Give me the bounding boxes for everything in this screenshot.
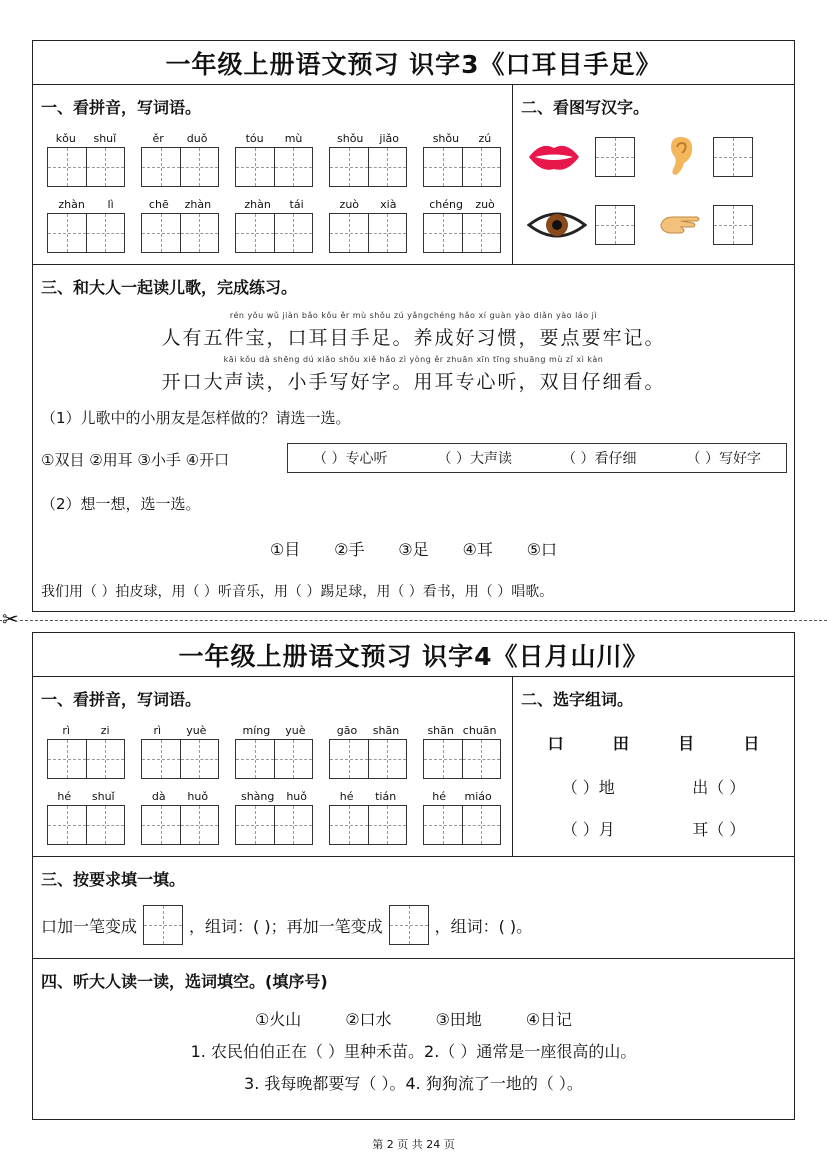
word-item (47, 195, 125, 253)
question-1-options: ①双目 ②用耳 ③小手 ④开口 (41, 451, 230, 469)
fill-part-2: ，组词：( )；再加一笔变成 (189, 916, 383, 936)
pinyin-syllable: chuān (462, 723, 497, 737)
writing-boxes (235, 147, 313, 187)
pinyin-syllable: shuǐ (91, 789, 115, 803)
pinyin-label (47, 787, 125, 805)
pinyin-syllable: huǒ (187, 789, 209, 803)
blank-di[interactable]: （ ）地 (561, 778, 615, 797)
pinyin-label (47, 195, 125, 213)
writing-box[interactable] (236, 740, 274, 778)
lesson3-picture-section (513, 85, 794, 264)
ear-icon (665, 135, 695, 177)
pinyin-syllable: rì (62, 723, 70, 737)
char-mu: 目 (678, 734, 695, 753)
writing-boxes (329, 805, 407, 845)
blank-read[interactable]: （ ）大声读 (437, 451, 512, 467)
lesson4-choose-section (513, 677, 794, 856)
writing-box[interactable] (462, 740, 501, 778)
answer-box[interactable] (713, 205, 753, 245)
writing-box[interactable] (368, 214, 407, 252)
word-item (329, 129, 407, 187)
pinyin-syllable: zuò (475, 197, 495, 211)
word-item (235, 129, 313, 187)
blank-listen[interactable]: （ ）专心听 (313, 451, 388, 467)
writing-boxes (235, 213, 313, 253)
word-item (235, 787, 313, 845)
lesson4-title: 一年级上册语文预习 识字4《日月山川》 (33, 633, 794, 677)
option-saliva: ②口水 (345, 1010, 392, 1029)
pinyin-syllable: kǒu (55, 131, 76, 145)
writing-box[interactable] (180, 214, 219, 252)
option-foot: ③足 (398, 540, 429, 559)
writing-box[interactable] (142, 806, 180, 844)
fill-sentence-1[interactable]: 1. 农民伯伯正在（ ）里种禾苗。2.（ ）通常是一座很高的山。 (190, 1042, 637, 1061)
lesson4-listen-section (33, 959, 794, 1117)
page-footer: 第 2 页 共 24 页 (372, 1138, 455, 1151)
cut-line (0, 620, 827, 621)
lesson3-sheet (32, 40, 795, 612)
pinyin-label (423, 721, 501, 739)
pinyin-syllable: jiǎo (379, 131, 399, 145)
char-ri: 日 (743, 734, 760, 753)
pinyin-syllable: hé (339, 789, 354, 803)
lesson4-sec2-heading: 二、选字组词。 (521, 690, 634, 709)
option-field: ③田地 (435, 1010, 482, 1029)
writing-boxes (329, 213, 407, 253)
pinyin-syllable: xià (380, 197, 397, 211)
writing-box[interactable] (330, 148, 368, 186)
lesson4-sec1-heading: 一、看拼音，写词语。 (41, 690, 202, 709)
writing-box[interactable] (368, 806, 407, 844)
writing-box[interactable] (274, 214, 313, 252)
pinyin-syllable: shàng (240, 789, 275, 803)
char-kou: 口 (547, 734, 564, 753)
mouth-icon (527, 139, 581, 175)
writing-box[interactable] (424, 148, 462, 186)
pinyin-syllable: zú (478, 131, 492, 145)
lesson4-word-grid (47, 721, 501, 845)
writing-boxes (329, 147, 407, 187)
writing-box[interactable] (180, 740, 219, 778)
pinyin-label (423, 195, 501, 213)
poem-line-2 (33, 355, 794, 394)
word-item (235, 195, 313, 253)
answer-box[interactable] (389, 905, 429, 945)
writing-box[interactable] (86, 214, 125, 252)
writing-box[interactable] (142, 214, 180, 252)
pinyin-syllable: chéng (429, 197, 463, 211)
lesson3-word-grid (47, 129, 501, 253)
writing-box[interactable] (462, 214, 501, 252)
writing-box[interactable] (330, 740, 368, 778)
word-item (329, 721, 407, 779)
lesson3-sec3-heading: 三、和大人一起读儿歌，完成练习。 (41, 278, 298, 297)
writing-boxes (423, 213, 501, 253)
pinyin-label (47, 721, 125, 739)
pinyin-syllable: ěr (152, 131, 164, 145)
poem-pinyin-1: rén yǒu wǔ jiàn bǎo kǒu ěr mù shǒu zú yǎngchéng hǎo xí guàn yào diǎn yào láo jì (229, 311, 598, 320)
word-item (423, 787, 501, 845)
writing-box[interactable] (236, 148, 274, 186)
pinyin-syllable: míng (242, 723, 271, 737)
pinyin-syllable: zhàn (184, 197, 212, 211)
lesson4-sec3-heading: 三、按要求填一填。 (41, 870, 186, 889)
fill-part-3: ，组词：( )。 (434, 916, 533, 936)
lesson4-sec4-heading: 四、听大人读一读，选词填空。(填序号) (41, 972, 328, 991)
writing-boxes (423, 805, 501, 845)
pinyin-syllable: hé (57, 789, 72, 803)
blank-er[interactable]: 耳（ ） (692, 820, 746, 839)
writing-boxes (141, 213, 219, 253)
writing-box[interactable] (142, 148, 180, 186)
writing-boxes (47, 147, 125, 187)
writing-box[interactable] (142, 740, 180, 778)
pinyin-syllable: zi (100, 723, 110, 737)
pinyin-label (141, 195, 219, 213)
pinyin-syllable: shǒu (337, 131, 364, 145)
answer-box[interactable] (713, 137, 753, 177)
writing-boxes (47, 805, 125, 845)
pinyin-syllable: lì (107, 197, 114, 211)
fill-part-1: 口加一笔变成 (41, 916, 138, 936)
option-diary: ④日记 (525, 1010, 573, 1029)
writing-boxes (329, 739, 407, 779)
pinyin-label (141, 721, 219, 739)
word-item (47, 721, 125, 779)
pinyin-label (47, 129, 125, 147)
pinyin-syllable: shān (372, 723, 400, 737)
writing-boxes (235, 739, 313, 779)
pinyin-syllable: rì (153, 723, 162, 737)
lesson3-sec1-heading: 一、看拼音，写词语。 (41, 98, 202, 117)
option-hand: ②手 (334, 540, 365, 559)
lesson3-title: 一年级上册语文预习 识字3《口耳目手足》 (33, 41, 794, 85)
writing-box[interactable] (462, 806, 501, 844)
writing-box[interactable] (274, 806, 313, 844)
pinyin-label (423, 787, 501, 805)
word-item (141, 129, 219, 187)
word-item (329, 787, 407, 845)
writing-box[interactable] (236, 806, 274, 844)
writing-boxes (235, 805, 313, 845)
lesson3-pinyin-section (33, 85, 513, 264)
word-item (141, 195, 219, 253)
writing-box[interactable] (274, 740, 313, 778)
lesson3-poem-section (33, 265, 794, 611)
pinyin-syllable: dà (151, 789, 166, 803)
word-item (47, 787, 125, 845)
writing-box[interactable] (86, 740, 125, 778)
question-2: （2）想一想，选一选。 (41, 495, 201, 513)
word-item (141, 787, 219, 845)
word-item (47, 129, 125, 187)
pinyin-syllable: hé (432, 789, 446, 803)
fill-line (41, 905, 532, 945)
eye-icon (527, 207, 587, 243)
option-mouth: ⑤口 (526, 540, 558, 559)
writing-box[interactable] (424, 214, 462, 252)
writing-box[interactable] (86, 806, 125, 844)
pinyin-syllable: huǒ (286, 789, 308, 803)
pinyin-syllable: mù (284, 131, 303, 145)
writing-boxes (47, 739, 125, 779)
lesson3-sec2-heading: 二、看图写汉字。 (521, 98, 650, 117)
word-item (329, 195, 407, 253)
choose-row-2 (523, 817, 784, 840)
writing-box[interactable] (424, 806, 462, 844)
pinyin-syllable: gāo (336, 723, 358, 737)
char-choices (523, 731, 784, 754)
pinyin-syllable: zhàn (244, 197, 271, 211)
option-eye: ①目 (269, 540, 301, 559)
poem-line-1 (33, 311, 794, 350)
pinyin-label (329, 129, 407, 147)
writing-box[interactable] (462, 148, 501, 186)
poem-text-2: 开口大声读，小手写好字。用耳专心听，双目仔细看。 (161, 371, 666, 393)
writing-box[interactable] (330, 214, 368, 252)
writing-box[interactable] (86, 148, 125, 186)
writing-box[interactable] (236, 214, 274, 252)
writing-box[interactable] (424, 740, 462, 778)
writing-box[interactable] (48, 148, 86, 186)
word-options (233, 1007, 594, 1030)
writing-boxes (47, 213, 125, 253)
pinyin-label (141, 787, 219, 805)
pinyin-syllable: zuò (339, 197, 360, 211)
writing-boxes (141, 147, 219, 187)
lesson4-fill-section (33, 857, 794, 958)
lesson4-pinyin-section (33, 677, 513, 856)
writing-boxes (423, 147, 501, 187)
pinyin-syllable: shǒu (432, 131, 460, 145)
poem-text-1: 人有五件宝，口耳目手足。养成好习惯，要点要牢记。 (161, 327, 666, 349)
poem-pinyin-2: kāi kǒu dà shēng dú xiǎo shǒu xiě hǎo zì yòng ěr zhuān xīn tīng shuāng mù zǐ xì kàn (223, 355, 604, 364)
pinyin-syllable: tián (375, 789, 397, 803)
pinyin-syllable: yuè (285, 723, 306, 737)
hand-icon (659, 209, 703, 237)
blank-write[interactable]: （ ）写好字 (686, 451, 761, 467)
writing-boxes (423, 739, 501, 779)
question-1-answer-box (287, 443, 787, 473)
pinyin-label (235, 195, 313, 213)
pinyin-label (329, 195, 407, 213)
writing-box[interactable] (48, 740, 86, 778)
pinyin-syllable: tóu (245, 131, 264, 145)
pinyin-syllable: miáo (464, 789, 492, 803)
writing-box[interactable] (368, 740, 407, 778)
pinyin-syllable: shān (427, 723, 454, 737)
pinyin-label (329, 721, 407, 739)
option-ear: ④耳 (462, 540, 493, 559)
pinyin-syllable: chē (148, 197, 169, 211)
writing-box[interactable] (180, 806, 219, 844)
word-item (423, 129, 501, 187)
pinyin-syllable: yuè (186, 723, 207, 737)
blank-chu[interactable]: 出（ ） (692, 778, 746, 797)
writing-box[interactable] (330, 806, 368, 844)
word-item (423, 195, 501, 253)
answer-box[interactable] (595, 137, 635, 177)
writing-boxes (141, 739, 219, 779)
writing-box[interactable] (48, 214, 86, 252)
pinyin-label (141, 129, 219, 147)
pinyin-label (235, 129, 313, 147)
lesson4-sheet (32, 632, 795, 1120)
fill-sentence-2[interactable]: 3. 我每晚都要写（ ）。4. 狗狗流了一地的（ ）。 (244, 1074, 583, 1093)
word-item (141, 721, 219, 779)
pinyin-label (423, 129, 501, 147)
answer-box[interactable] (595, 205, 635, 245)
word-item (423, 721, 501, 779)
pinyin-label (235, 787, 313, 805)
pinyin-label (235, 721, 313, 739)
choose-row-1 (523, 775, 784, 798)
pinyin-syllable: zhàn (58, 197, 85, 211)
word-item (235, 721, 313, 779)
pinyin-syllable: tái (289, 197, 304, 211)
pinyin-syllable: duǒ (186, 131, 208, 145)
answer-box[interactable] (143, 905, 183, 945)
question-2-sentence[interactable]: 我们用（ ）拍皮球，用（ ）听音乐，用（ ）踢足球，用（ ）看书，用（ ）唱歌。 (41, 584, 554, 600)
writing-boxes (141, 805, 219, 845)
pinyin-syllable: shuǐ (93, 131, 117, 145)
writing-box[interactable] (180, 148, 219, 186)
scissors-icon: ✂ (2, 607, 19, 631)
blank-look[interactable]: （ ）看仔细 (562, 451, 637, 467)
writing-box[interactable] (368, 148, 407, 186)
question-2-options (253, 537, 574, 560)
writing-box[interactable] (274, 148, 313, 186)
pinyin-label (329, 787, 407, 805)
char-tian: 田 (612, 734, 629, 753)
blank-yue[interactable]: （ ）月 (561, 820, 615, 839)
option-volcano: ①火山 (254, 1010, 302, 1029)
question-1: （1）儿歌中的小朋友是怎样做的？请选一选。 (41, 409, 351, 427)
writing-box[interactable] (48, 806, 86, 844)
